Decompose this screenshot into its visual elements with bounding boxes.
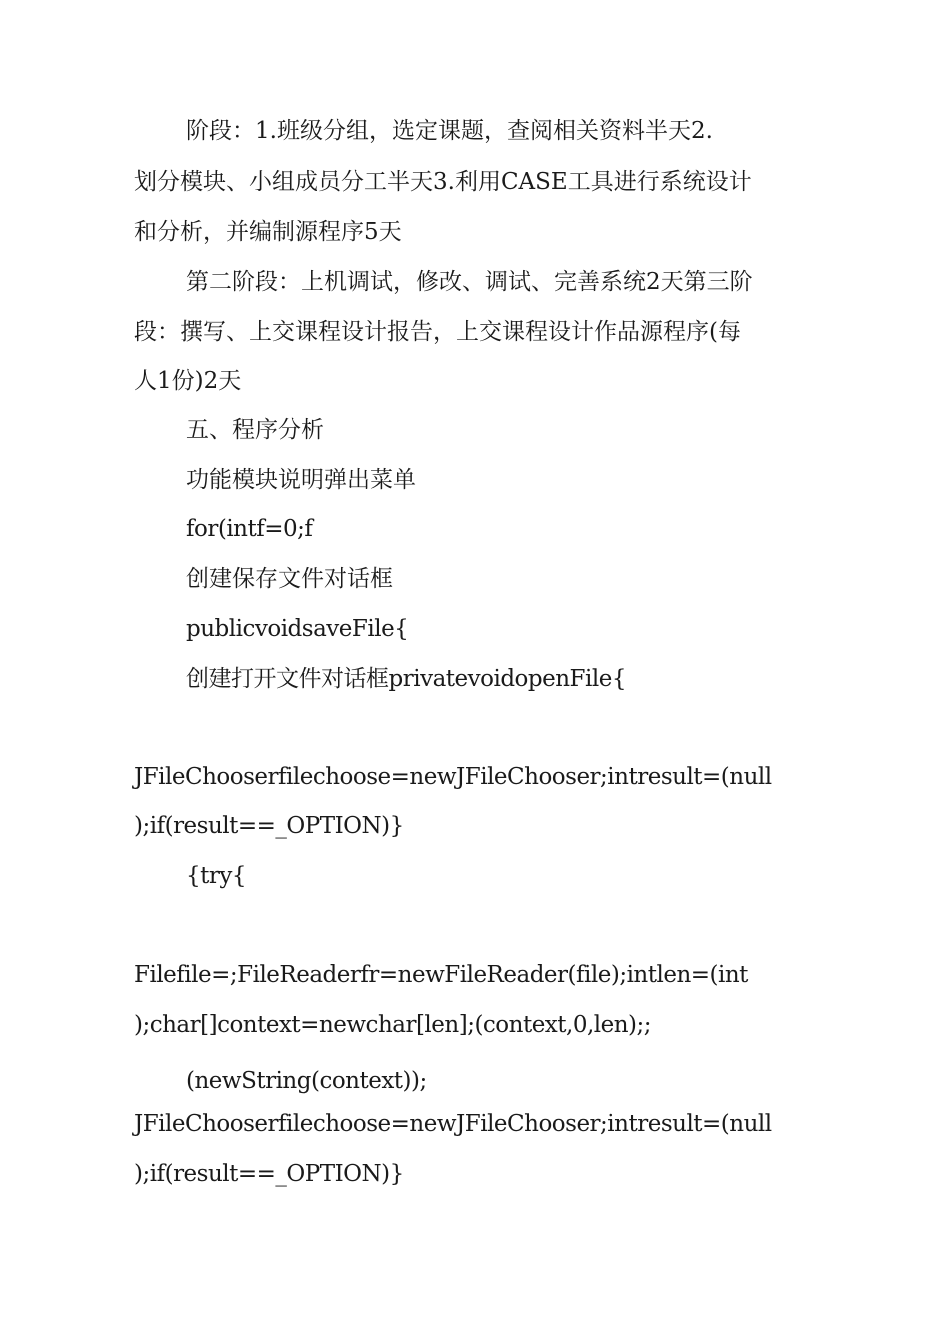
code-line-for: for(intf=0;f	[186, 516, 313, 542]
paragraph-stage2-line1: 第二阶段：上机调试，修改、调试、完善系统2天第三阶	[186, 269, 753, 295]
paragraph-stage1-line1: 阶段：1.班级分组，选定课题，查阅相关资料半天2.	[186, 118, 713, 144]
paragraph-stage2-line2: 段：撰写、上交课程设计报告，上交课程设计作品源程序(每	[134, 319, 741, 345]
code-line-newstring: (newString(context));	[186, 1068, 427, 1094]
code-line-filereader: Filefile=;FileReaderfr=newFileReader(file);intlen=(int	[134, 962, 748, 988]
code-line-savefile: publicvoidsaveFile{	[186, 616, 409, 642]
code-line-filechooser-1: JFileChooserfilechoose=newJFileChooser;intresult=(null	[134, 764, 772, 790]
code-line-char-context: );char[]context=newchar[len];(context,0,len);;	[134, 1012, 652, 1038]
code-line-if-result-2: );if(result==_OPTION)}	[134, 1161, 404, 1187]
code-line-filechooser-2: JFileChooserfilechoose=newJFileChooser;intresult=(null	[134, 1111, 772, 1137]
paragraph-module-desc: 功能模块说明弹出菜单	[186, 467, 416, 493]
paragraph-stage2-line3: 人1份)2天	[134, 368, 242, 394]
section-heading: 五、程序分析	[186, 417, 324, 443]
code-line-try: {try{	[186, 863, 246, 889]
paragraph-stage1-line3: 和分析，并编制源程序5天	[134, 219, 402, 245]
paragraph-open-dialog: 创建打开文件对话框privatevoidopenFile{	[186, 666, 626, 692]
paragraph-stage1-line2: 划分模块、小组成员分工半天3.利用CASE工具进行系统设计	[134, 169, 752, 195]
paragraph-save-dialog: 创建保存文件对话框	[186, 566, 393, 592]
code-line-if-result-1: );if(result==_OPTION)}	[134, 813, 404, 839]
